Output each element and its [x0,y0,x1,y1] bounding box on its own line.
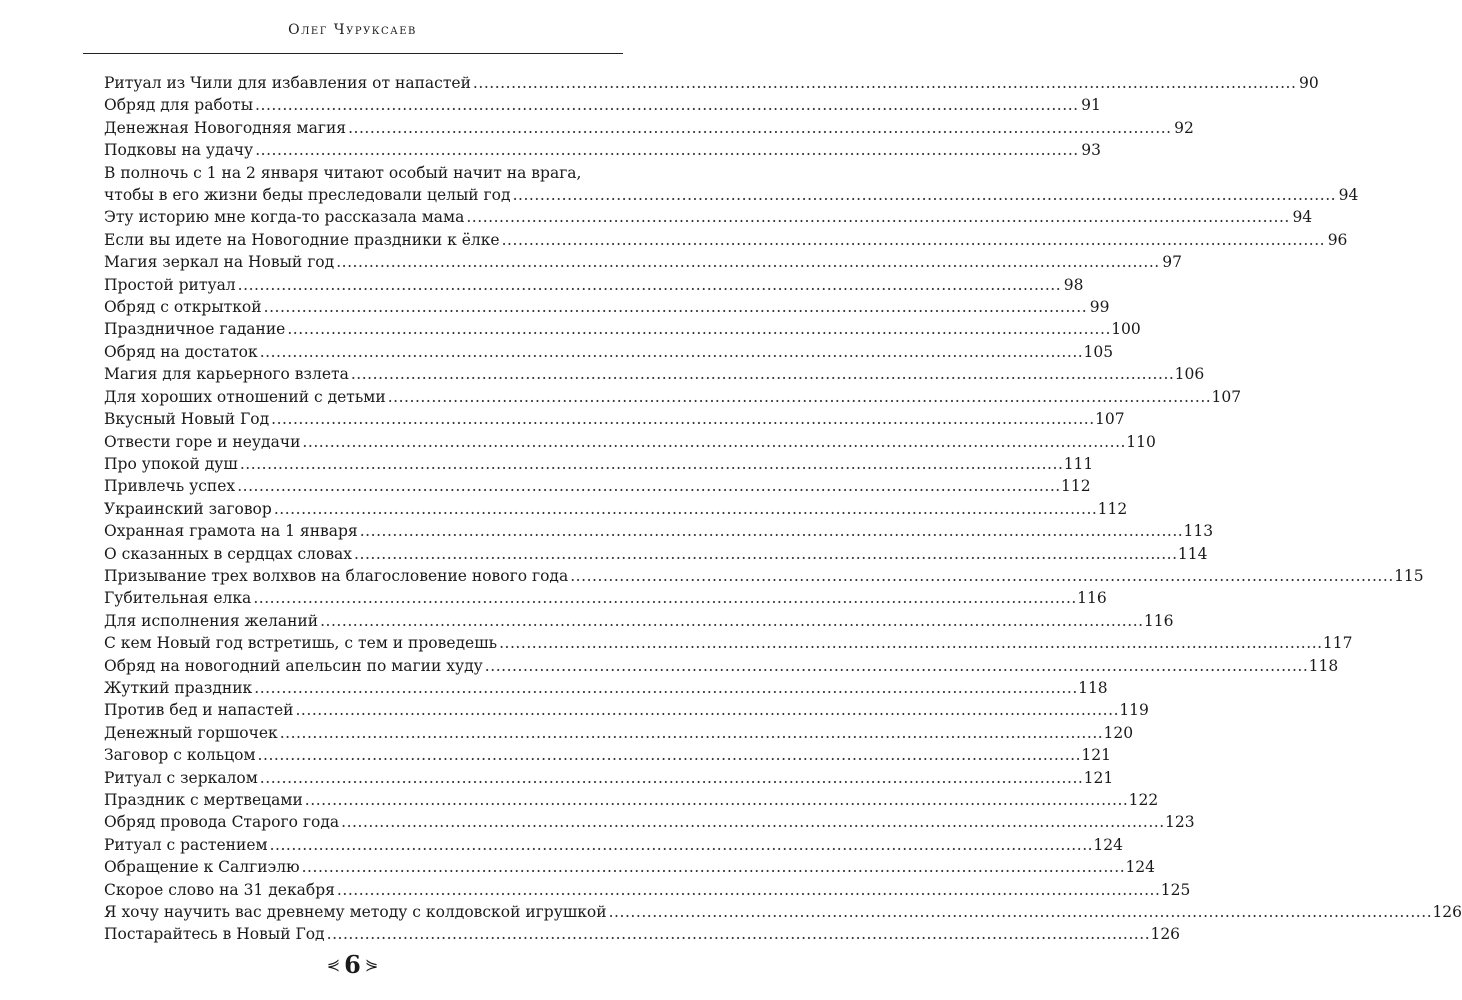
toc-entry-page-number: 92 [1174,118,1194,137]
toc-entry[interactable] [104,699,1149,721]
toc-entry-row [104,834,1123,856]
toc-entry-row [104,789,1159,811]
toc-entry-row [104,475,1091,497]
toc-entry-title: Ритуал из Чили для избавления от напастей [104,74,471,92]
toc-entry-page-number: 100 [1111,320,1141,339]
toc-entry[interactable] [104,610,1174,632]
toc-dot-leader [336,251,1157,273]
toc-dot-leader [337,879,1158,901]
toc-entry-title: О сказанных в сердцах словах [104,544,353,563]
toc-entry-title: Вкусный Новый Год [104,410,270,429]
toc-dot-leader [270,834,1091,856]
toc-entry-row [104,139,1102,161]
toc-entry-title: Охранная грамота на 1 января [104,522,358,541]
toc-entry-title: Постарайтесь в Новый Год [104,925,325,944]
toc-dot-leader [341,811,1162,833]
toc-entry-page-number: 112 [1061,477,1091,496]
toc-entry-title: Ритуал с растением [104,835,268,854]
toc-entry-title: Подковы на удачу [104,141,254,160]
toc-entry-row [104,901,1462,923]
toc-entry-row [104,431,1156,453]
toc-entry-page-number: 121 [1083,768,1114,787]
toc-entry-page-number: 99 [1089,298,1110,317]
toc-entry-title: Магия зеркал на Новый год [104,253,335,272]
toc-entry-row [104,811,1195,833]
toc-entry-row [104,520,1214,542]
toc-dot-leader [499,632,1320,654]
toc-entry[interactable] [104,655,1339,677]
toc-entry-page-number: 116 [1077,589,1107,608]
toc-entry[interactable] [104,789,1159,811]
toc-entry-page-number: 94 [1292,208,1313,227]
toc-entry[interactable] [104,744,1111,766]
toc-entry-row [104,296,1110,318]
toc-entry-title: Губительная елка [104,589,252,608]
toc-entry[interactable] [104,520,1214,542]
toc-entry-row [104,363,1205,385]
toc-entry-page-number: 96 [1327,230,1348,249]
toc-dot-leader [351,363,1172,385]
toc-dot-leader [513,184,1334,206]
toc-entry-title: Скорое слово на 31 декабря [104,880,335,899]
toc-entry[interactable] [104,117,1194,139]
toc-entry-page-number: 118 [1078,678,1108,697]
toc-dot-leader [260,767,1081,789]
toc-entry-title: Привлечь успех [104,477,236,496]
toc-entry-row [104,408,1125,430]
toc-entry[interactable] [104,587,1107,609]
toc-dot-leader [260,341,1081,363]
toc-entry-row [104,744,1111,766]
toc-entry-row [104,655,1339,677]
toc-entry[interactable] [104,722,1134,744]
toc-entry-page-number: 115 [1394,566,1424,585]
toc-entry-row [104,386,1242,408]
toc-dot-leader [473,72,1294,94]
toc-dot-leader [302,431,1123,453]
toc-entry-page-number: 119 [1119,701,1149,720]
toc-entry[interactable] [104,318,1141,340]
toc-entry-row [104,856,1156,878]
toc-entry-title-line1: В полночь с 1 на 2 января читают особый начит на врага, [104,163,582,182]
toc-entry-row [104,610,1174,632]
toc-entry-row [104,632,1353,654]
toc-dot-leader [305,789,1126,811]
toc-entry-page-number: 122 [1128,791,1159,809]
toc-entry-title: Праздник с мертвецами [104,791,303,809]
toc-entry[interactable] [104,834,1123,856]
toc-entry-page-number: 116 [1143,611,1174,630]
toc-entry[interactable] [104,251,1183,273]
toc-entry-page-number: 117 [1322,634,1353,653]
toc-entry-title: Обряд с открыткой [104,298,262,317]
toc-entry-title: Про упокой душ [104,454,238,473]
toc-dot-leader [388,386,1209,408]
toc-entry[interactable] [104,162,1359,207]
toc-entry[interactable] [104,498,1128,520]
toc-entry-page-number: 124 [1093,835,1123,854]
toc-dot-leader [237,475,1058,497]
toc-entry-page-number: 97 [1162,253,1183,272]
page-number: 6 [344,950,361,979]
toc-entry-row [104,498,1128,520]
toc-entry-page-number: 94 [1338,186,1359,205]
header-rule [83,53,623,54]
toc-entry[interactable] [104,879,1191,901]
toc-entry[interactable] [104,565,1424,587]
toc-entry-page-number: 110 [1126,432,1156,451]
toc-entry-title: Ритуал с зеркалом [104,768,258,787]
toc-entry[interactable] [104,543,1208,565]
toc-entry-row [104,318,1141,340]
toc-entry-page-number: 114 [1177,544,1208,563]
toc-entry-title: Эту историю мне когда-то рассказала мама [104,208,465,227]
toc-entry-title: Денежный горшочек [104,723,278,742]
toc-entry-title: Для хороших отношений с детьми [104,387,386,406]
toc-dot-leader [253,587,1074,609]
toc-entry[interactable] [104,811,1195,833]
toc-entry[interactable] [104,341,1114,363]
toc-entry-title: Простой ритуал [104,275,236,294]
toc-entry[interactable] [104,72,1319,94]
toc-entry[interactable] [104,431,1156,453]
toc-entry-title: Обряд для работы [104,96,254,115]
toc-dot-leader [302,856,1123,878]
toc-entry[interactable] [104,923,1181,945]
toc-dot-leader [609,901,1430,923]
toc-entry-title: Украинский заговор [104,499,272,518]
toc-entry-row [104,274,1084,296]
toc-entry-title: Отвести горе и неудачи [104,432,301,451]
toc-dot-leader [255,139,1076,161]
toc-entry-page-number: 98 [1063,275,1084,294]
toc-entry-title: Для исполнения желаний [104,611,319,630]
toc-dot-leader [271,408,1092,430]
toc-entry-page-number: 93 [1081,141,1102,160]
toc-entry-row [104,767,1114,789]
toc-dot-leader [327,923,1148,945]
toc-entry[interactable] [104,386,1242,408]
toc-entry-page-number: 124 [1125,858,1156,877]
toc-entry-row [104,229,1348,251]
toc-entry-page-number: 107 [1094,410,1125,429]
toc-entry-title: Денежная Новогодняя магия [104,118,347,137]
toc-entry[interactable] [104,274,1084,296]
toc-dot-leader [264,296,1085,318]
toc-entry[interactable] [104,206,1313,228]
toc-dot-leader [485,655,1306,677]
toc-entry-row [104,677,1108,699]
toc-entry-row [104,341,1114,363]
toc-entry-page-number: 126 [1432,903,1462,922]
running-header-author: Олег Чуруксаев [288,22,417,38]
toc-entry-title: Призывание трех волхвов на благословение нового года [104,566,569,585]
toc-entry-row [104,453,1094,475]
toc-entry-title: Я хочу научить вас древнему методу с колдовской игрушкой [104,903,607,922]
toc-entry-row [104,923,1181,945]
toc-entry-title: Заговор с кольцом [104,746,256,765]
toc-entry-title: Обряд на достаток [104,342,258,361]
toc-dot-leader [502,229,1323,251]
toc-dot-leader [254,677,1075,699]
table-of-contents [104,72,1462,946]
toc-entry-page-number: 118 [1308,656,1339,675]
toc-entry-page-number: 112 [1097,499,1128,518]
toc-entry-row [104,879,1191,901]
toc-entry[interactable] [104,229,1348,251]
toc-dot-leader [295,699,1116,721]
toc-dot-leader [274,498,1095,520]
toc-entry-title: Против бед и напастей [104,701,294,720]
toc-entry[interactable] [104,767,1114,789]
toc-entry-page-number: 120 [1103,723,1134,742]
toc-entry[interactable] [104,296,1110,318]
ornament-right-icon: ⋟ [364,955,379,974]
toc-entry-page-number: 107 [1211,387,1242,406]
toc-dot-leader [255,94,1076,116]
toc-entry-row [104,117,1194,139]
toc-entry-page-number: 113 [1183,522,1214,541]
toc-dot-leader [466,206,1287,228]
toc-dot-leader [348,117,1169,139]
toc-entry[interactable] [104,632,1353,654]
toc-entry-page-number: 111 [1063,454,1094,473]
toc-dot-leader [287,318,1108,340]
toc-entry-page-number: 125 [1160,880,1191,899]
toc-entry-row [104,699,1149,721]
toc-entry[interactable] [104,856,1156,878]
toc-entry-page-number: 90 [1299,74,1319,92]
toc-entry-row [104,722,1134,744]
toc-entry-title: Если вы идете на Новогодние праздники к ёлке [104,230,500,249]
toc-entry-page-number: 126 [1150,925,1181,944]
toc-dot-leader [354,543,1175,565]
toc-entry-page-number: 123 [1164,813,1195,832]
toc-entry-title: Обряд на новогодний апельсин по магии худу [104,656,483,675]
toc-entry-title: Праздничное гадание [104,320,286,339]
toc-entry-title: чтобы в его жизни беды преследовали целый год [104,186,511,205]
toc-entry[interactable] [104,453,1094,475]
toc-entry-row [104,565,1424,587]
toc-entry-row [104,543,1208,565]
toc-entry-page-number: 91 [1081,96,1101,115]
toc-entry-title: Жуткий праздник [104,678,253,697]
toc-entry-page-number: 105 [1083,342,1114,361]
toc-entry[interactable] [104,677,1108,699]
toc-entry-row [104,94,1101,116]
toc-dot-leader [320,610,1141,632]
toc-entry[interactable] [104,475,1091,497]
toc-entry-row [104,72,1319,94]
toc-dot-leader [570,565,1391,587]
toc-dot-leader [238,274,1059,296]
toc-dot-leader [258,744,1079,766]
toc-entry-page-number: 121 [1081,746,1111,765]
ornament-left-icon: ⋞ [326,955,341,974]
toc-entry[interactable] [104,408,1125,430]
toc-entry-title: Обращение к Салгиэлю [104,858,300,877]
toc-dot-leader [280,722,1101,744]
toc-entry[interactable] [104,94,1101,116]
toc-entry[interactable] [104,363,1205,385]
toc-entry-title: Магия для карьерного взлета [104,365,349,384]
toc-entry-title: С кем Новый год встретишь, с тем и проведешь [104,634,498,653]
toc-dot-leader [240,453,1061,475]
toc-dot-leader [360,520,1181,542]
toc-entry-row [104,206,1313,228]
toc-entry-page-number: 106 [1174,365,1205,384]
toc-entry[interactable] [104,901,1462,923]
toc-entry[interactable] [104,139,1102,161]
toc-entry-title: Обряд провода Старого года [104,813,340,832]
toc-entry-row [104,184,1359,206]
toc-entry-row [104,587,1107,609]
page-footer [0,950,705,979]
toc-entry-row [104,251,1183,273]
